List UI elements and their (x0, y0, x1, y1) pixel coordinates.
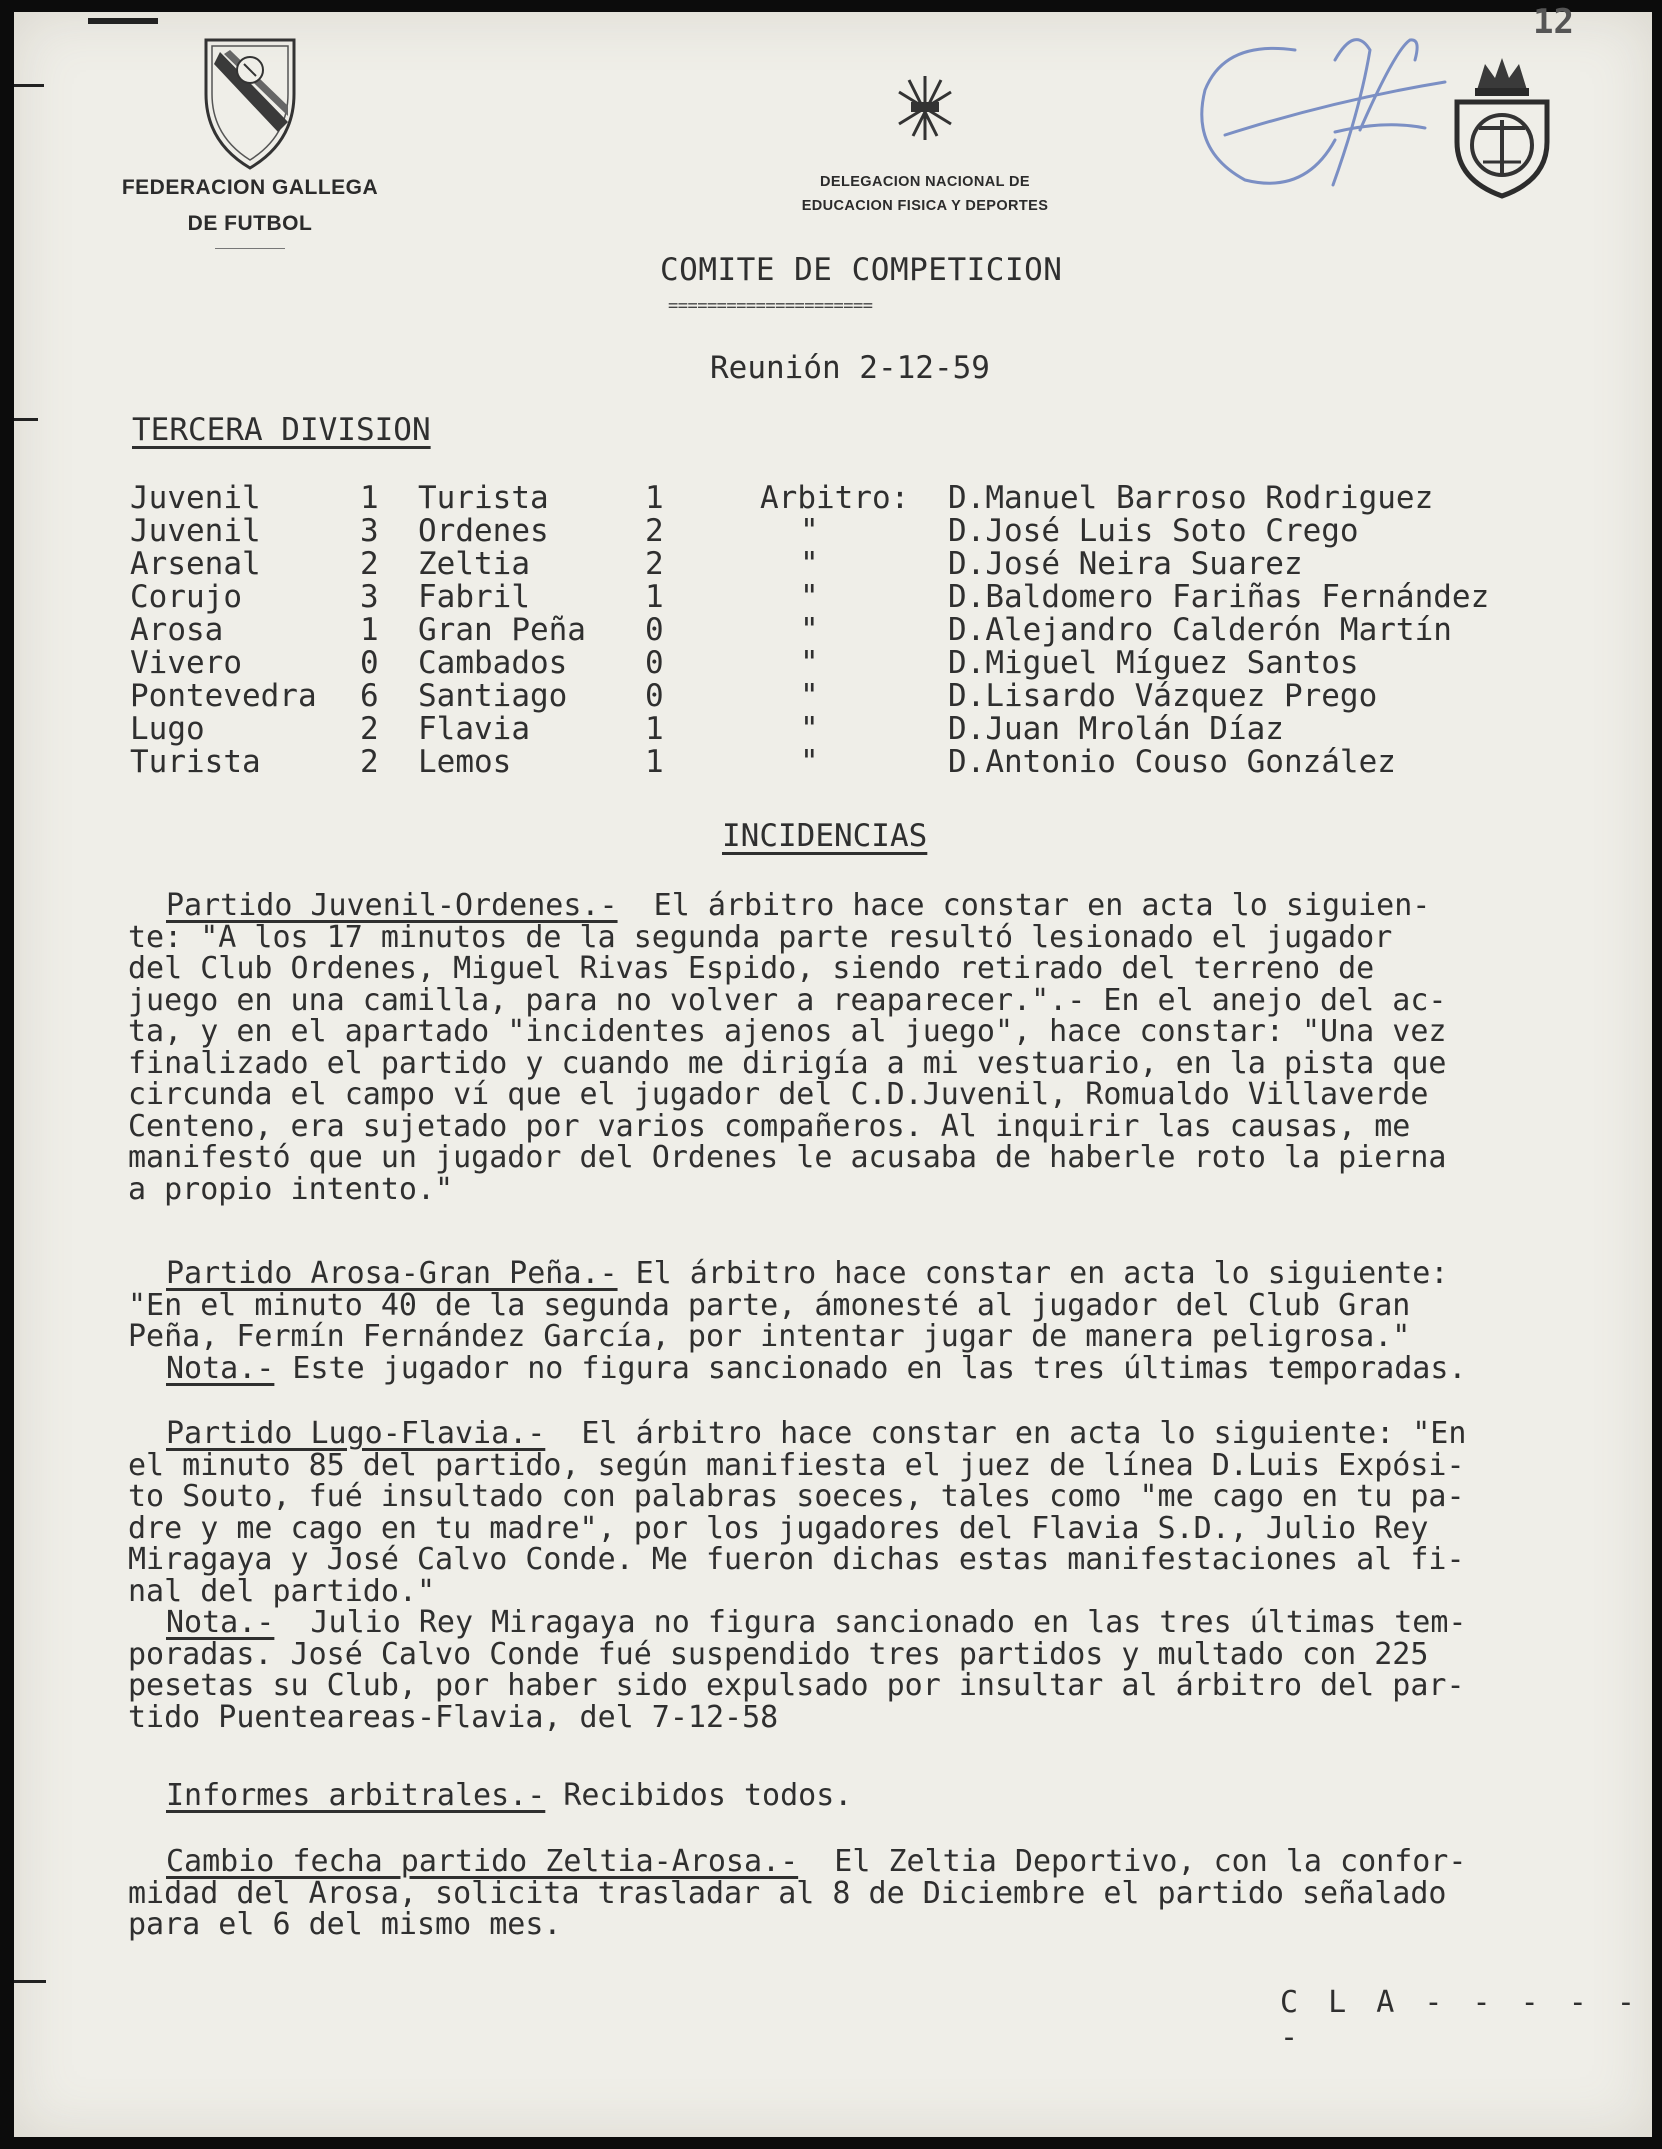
committee-title: COMITE DE COMPETICION (660, 252, 1063, 288)
paragraph-line: Centeno, era sujetado por varios compañeros. Al inquirir las causas, me (128, 1108, 1411, 1144)
referee-name: D.José Luis Soto Crego (948, 513, 1359, 549)
ditto-mark: " (800, 612, 819, 648)
away-score: 1 (645, 579, 664, 615)
ditto-mark: " (800, 678, 819, 714)
away-score: 2 (645, 546, 664, 582)
note-text: Julio Rey Miragaya no figura sancionado en las tres últimas tem- (274, 1605, 1467, 1640)
home-team: Arosa (130, 612, 224, 648)
away-score: 0 (645, 645, 664, 681)
home-team: Juvenil (130, 480, 261, 516)
incident-heading: Partido Arosa-Gran Peña.- (166, 1256, 618, 1291)
delegation-name (775, 170, 1075, 218)
division-heading: TERCERA DIVISION (132, 412, 431, 448)
away-score: 1 (645, 744, 664, 780)
paragraph-line: to Souto, fué insultado con palabras soeces, tales como "me cago en tu pa- (128, 1479, 1465, 1514)
incident-heading: Partido Juvenil-Ordenes.- (166, 888, 618, 923)
away-team: Ordenes (418, 513, 549, 549)
handwritten-signature (1185, 20, 1455, 205)
referee-label: Arbitro: (760, 480, 910, 516)
paragraph-line: circunda el campo ví que el jugador del C.D.Juvenil, Romualdo Villaverde (128, 1077, 1429, 1112)
paragraph-line: nal del partido." (128, 1573, 436, 1609)
home-team: Juvenil (130, 513, 261, 549)
ditto-mark: " (800, 546, 819, 582)
paragraph-line: para el 6 del mismo mes. (128, 1907, 562, 1942)
federation-shield-logo (200, 34, 300, 174)
date-change-zeltia-arosa (128, 1846, 1630, 1941)
home-team: Pontevedra (130, 678, 317, 714)
paragraph-line: Peña, Fermín Fernández García, por intentar jugar de manera peligrosa." (128, 1319, 1411, 1354)
home-score: 2 (360, 546, 379, 582)
incident-lugo-flavia (128, 1418, 1630, 1733)
paragraph-line: del Club Ordenes, Miguel Rivas Espido, siendo retirado del terreno de (128, 951, 1375, 986)
incidencias-heading: INCIDENCIAS (722, 818, 928, 854)
ditto-mark: " (800, 513, 819, 549)
delegation-name-line: DELEGACION NACIONAL DE (820, 174, 1030, 190)
edge-mark (14, 1980, 46, 1983)
away-team: Zeltia (418, 546, 530, 582)
home-team: Arsenal (130, 546, 261, 582)
incident-heading: Informes arbitrales.- (166, 1778, 546, 1813)
paragraph-line: "En el minuto 40 de la segunda parte, ámonesté al jugador del Club Gran (128, 1287, 1411, 1323)
delegation-name-line: EDUCACION FISICA Y DEPORTES (801, 198, 1049, 214)
referee-name: D.José Neira Suarez (948, 546, 1303, 582)
home-score: 6 (360, 678, 379, 714)
royal-federation-crest (1447, 50, 1557, 200)
incident-juvenil-ordenes (128, 890, 1630, 1205)
paragraph-line: pesetas su Club, por haber sido expulsado por insultar al árbitro del par- (128, 1668, 1465, 1703)
referee-name: D.Alejandro Calderón Martín (948, 612, 1452, 648)
home-score: 0 (360, 645, 379, 681)
home-team: Lugo (130, 711, 205, 747)
incident-text: El árbitro hace constar en acta lo siguien- (617, 888, 1431, 923)
paragraph-line: a propio intento." (128, 1171, 454, 1207)
home-score: 2 (360, 711, 379, 747)
paragraph-line (128, 1258, 1630, 1290)
home-team: Vivero (130, 645, 242, 681)
away-score: 0 (645, 612, 664, 648)
paragraph-line: el minuto 85 del partido, según manifiesta el juez de línea D.Luis Expósi- (128, 1447, 1465, 1483)
ditto-mark: " (800, 645, 819, 681)
away-team: Santiago (418, 678, 568, 714)
federation-name (95, 170, 405, 242)
away-team: Lemos (418, 744, 512, 780)
incident-text: El árbitro hace constar en acta lo siguiente: "En (545, 1416, 1467, 1451)
note-text: Este jugador no figura sancionado en las tres últimas temporadas. (274, 1350, 1467, 1386)
paragraph-line (128, 890, 1630, 922)
home-score: 1 (360, 480, 379, 516)
incident-heading: Cambio fecha partido Zeltia-Arosa.- (166, 1844, 799, 1879)
page-number: 12 (1533, 2, 1574, 42)
committee-title-rule: ===================== (668, 296, 873, 316)
away-score: 0 (645, 678, 664, 714)
paragraph-line: te: "A los 17 minutos de la segunda parte resultó lesionado el jugador (128, 919, 1393, 955)
incident-text: Recibidos todos. (545, 1778, 853, 1813)
paragraph-line (128, 1418, 1630, 1450)
referee-name: D.Lisardo Vázquez Prego (948, 678, 1378, 714)
continuation-mark: C L A - - - - - - (1280, 1985, 1641, 2055)
incident-text: El Zeltia Deportivo, con la confor- (798, 1844, 1467, 1879)
paragraph-line: poradas. José Calvo Conde fué suspendido tres partidos y multado con 225 (128, 1636, 1429, 1672)
referee-name: D.Antonio Couso González (948, 744, 1396, 780)
edge-mark (88, 18, 158, 24)
paragraph-line: Miragaya y José Calvo Conde. Me fueron dichas estas manifestaciones al fi- (128, 1542, 1465, 1577)
paragraph-line: juego en una camilla, para no volver a reaparecer.".- En el anejo del ac- (128, 982, 1447, 1018)
incident-heading: Partido Lugo-Flavia.- (166, 1416, 546, 1451)
paragraph-line: ta, y en el apartado "incidentes ajenos al juego", hace constar: "Una vez (128, 1014, 1447, 1049)
ditto-mark: " (800, 744, 819, 780)
home-score: 3 (360, 513, 379, 549)
away-team: Fabril (418, 579, 530, 615)
away-team: Cambados (418, 645, 568, 681)
home-team: Turista (130, 744, 261, 780)
home-score: 1 (360, 612, 379, 648)
federation-name-line: DE FUTBOL (187, 212, 313, 235)
paragraph-line (128, 1780, 1630, 1812)
paragraph-line: tido Puenteareas-Flavia, del 7-12-58 (128, 1699, 779, 1735)
incident-arosa-gran-pena (128, 1258, 1630, 1384)
paragraph-line (128, 1350, 1630, 1386)
paragraph-line (128, 1607, 1630, 1639)
referee-name: D.Juan Mrolán Díaz (948, 711, 1284, 747)
federation-name-line: FEDERACION GALLEGA (121, 176, 379, 199)
home-score: 3 (360, 579, 379, 615)
away-score: 1 (645, 711, 664, 747)
ditto-mark: " (800, 579, 819, 615)
incident-text: El árbitro hace constar en acta lo siguiente: (617, 1256, 1449, 1291)
federation-underline (215, 248, 285, 249)
referee-name: D.Baldomero Fariñas Fernández (948, 579, 1490, 615)
referee-name: D.Manuel Barroso Rodriguez (948, 480, 1434, 516)
away-team: Turista (418, 480, 549, 516)
yoke-and-arrows-emblem (893, 70, 957, 146)
meeting-date: Reunión 2-12-59 (710, 350, 990, 386)
referee-name: D.Miguel Míguez Santos (948, 645, 1359, 681)
paragraph-line: dre y me cago en tu madre", por los jugadores del Flavia S.D., Julio Rey (128, 1510, 1429, 1546)
paragraph-line: manifestó que un jugador del Ordenes le acusaba de haberle roto la pierna (128, 1140, 1447, 1175)
note-label: Nota.- (166, 1350, 275, 1386)
edge-mark (14, 84, 44, 87)
ditto-mark: " (800, 711, 819, 747)
referee-reports (128, 1780, 1630, 1812)
home-score: 2 (360, 744, 379, 780)
edge-mark (14, 418, 38, 421)
away-score: 2 (645, 513, 664, 549)
paragraph-line (128, 1846, 1630, 1878)
paragraph-line: midad del Arosa, solicita trasladar al 8 de Diciembre el partido señalado (128, 1875, 1447, 1911)
note-label: Nota.- (166, 1605, 275, 1640)
paragraph-line: finalizado el partido y cuando me dirigía a mi vestuario, en la pista que (128, 1045, 1447, 1081)
away-team: Flavia (418, 711, 530, 747)
away-score: 1 (645, 480, 664, 516)
away-team: Gran Peña (418, 612, 586, 648)
home-team: Corujo (130, 579, 242, 615)
